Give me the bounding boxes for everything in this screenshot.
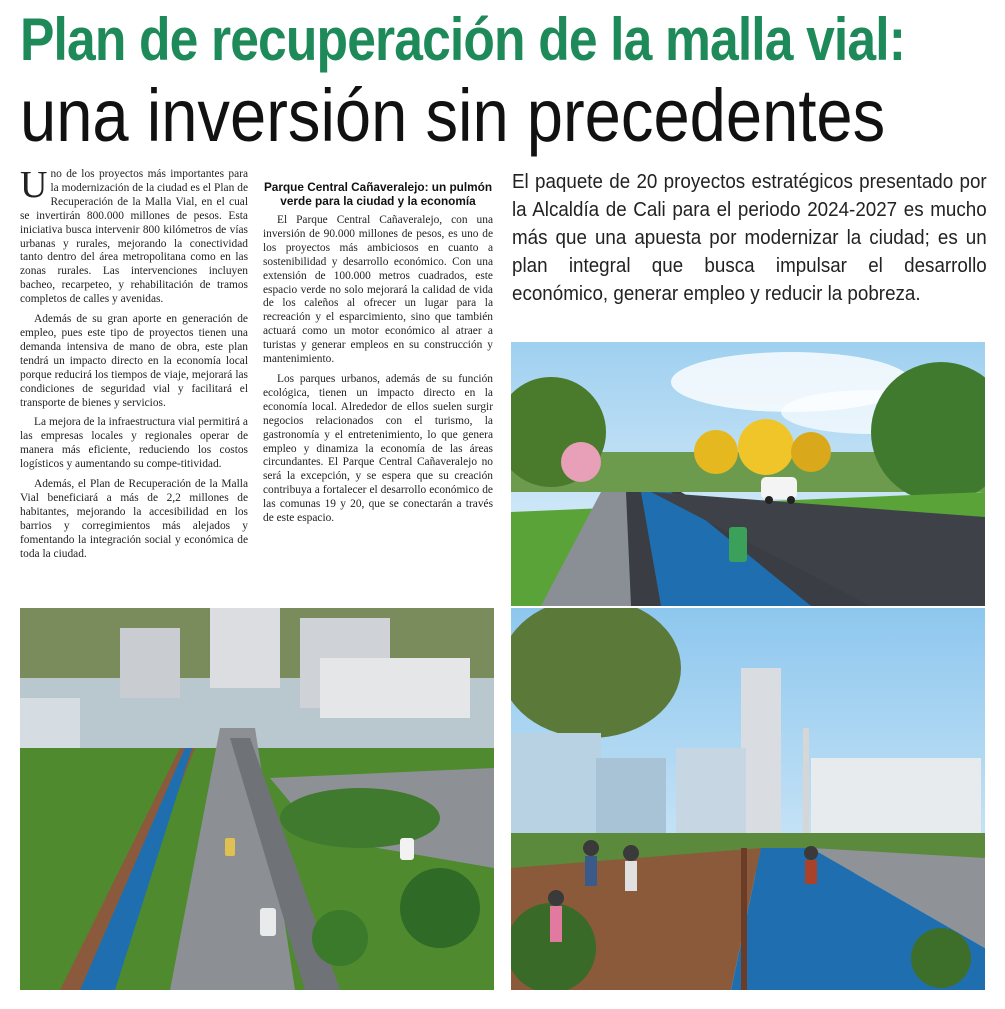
photo-elevated-road-aerial xyxy=(20,608,494,990)
article-column-2 xyxy=(263,168,493,532)
article-column-1 xyxy=(20,164,248,567)
paragraph: Además, el Plan de Recuperación de la Malla Vial beneficiará a más de 2,2 millones de habitantes, mejorando la accesibilidad en los barrios y corregimientos más alejados y fomentando la integración social y económica de toda la ciudad. xyxy=(20,478,248,560)
paragraph: La mejora de la infraestructura vial permitirá a las empresas locales y regionales operar de manera más eficiente, reduciendo los costos logísticos y aumentando su compe-titividad. xyxy=(20,416,248,471)
photo-road-bike-path xyxy=(511,342,985,606)
paragraph: El Parque Central Cañaveralejo, con una inversión de 90.000 millones de pesos, es uno de los proyectos más ambiciosos en cuanto a sostenibilidad y desarrollo económico. Con una extensión de 100.000 metros cuadrados, este espacio verde no solo mejorará la calidad de vida de los caleños al ofrecer un lugar para la recreación y el esparcimiento, sino que también actuará como un motor económico al atraer a turistas y generar empleos en su construcción y mantenimiento. xyxy=(263,214,493,366)
paragraph xyxy=(20,164,248,307)
section-subhead: Parque Central Cañaveralejo: un pulmón verde para la ciudad y la economía xyxy=(263,180,493,208)
paragraph: Los parques urbanos, además de su función ecológica, tienen un impacto directo en la economía local. Alrededor de ellos suelen surgir negocios relacionados con el turismo, la gastronomía y el entretenimiento, lo que genera empleo y dinamiza la economía de las áreas circundantes. El Parque Central Cañaveralejo no será la excepción, y se espera que su creación contribuya a fortalecer el desarrollo económico de las comunas 19 y 20, que se conectarán a través de este espacio. xyxy=(263,372,493,525)
headline-line-2: una inversión sin precedentes xyxy=(20,74,886,157)
paragraph-text: no de los proyectos más importantes para la modernización de la ciudad es el Plan de Recuperación de la Malla Vial, en el cual se invertirán 800.000 millones de pesos. Esta iniciativa busca intervenir 800 kilómetros de vías urbanas y rurales, mejorando la conectividad tanto dentro del área metropolitana como en las zonas rurales. Las intervenciones incluyen bacheo, recarpeteo, y rehabilitación de tramos completos de calles y avenidas. xyxy=(20,168,248,306)
drop-cap: U xyxy=(20,164,48,206)
article-deck: El paquete de 20 proyectos estratégicos presentado por la Alcaldía de Cali para el periodo 2024-2027 es mucho más que una apuesta por modernizar la ciudad; es un plan integral que busca impulsar el desarrollo económico, generar empleo y reducir la pobreza. xyxy=(512,171,987,305)
headline-line-1: Plan de recuperación de la malla vial: xyxy=(20,6,906,73)
paragraph: Además de su gran aporte en generación de empleo, pues este tipo de proyectos tienen una demanda intensiva de mano de obra, este plan tendrá un impacto directo en la economía local porque reducirá los tiempos de viaje, mejorará las condiciones de seguridad vial y facilitará el transporte de bienes y servicios. xyxy=(20,313,248,409)
photo-pedestrian-bridge xyxy=(511,608,985,990)
